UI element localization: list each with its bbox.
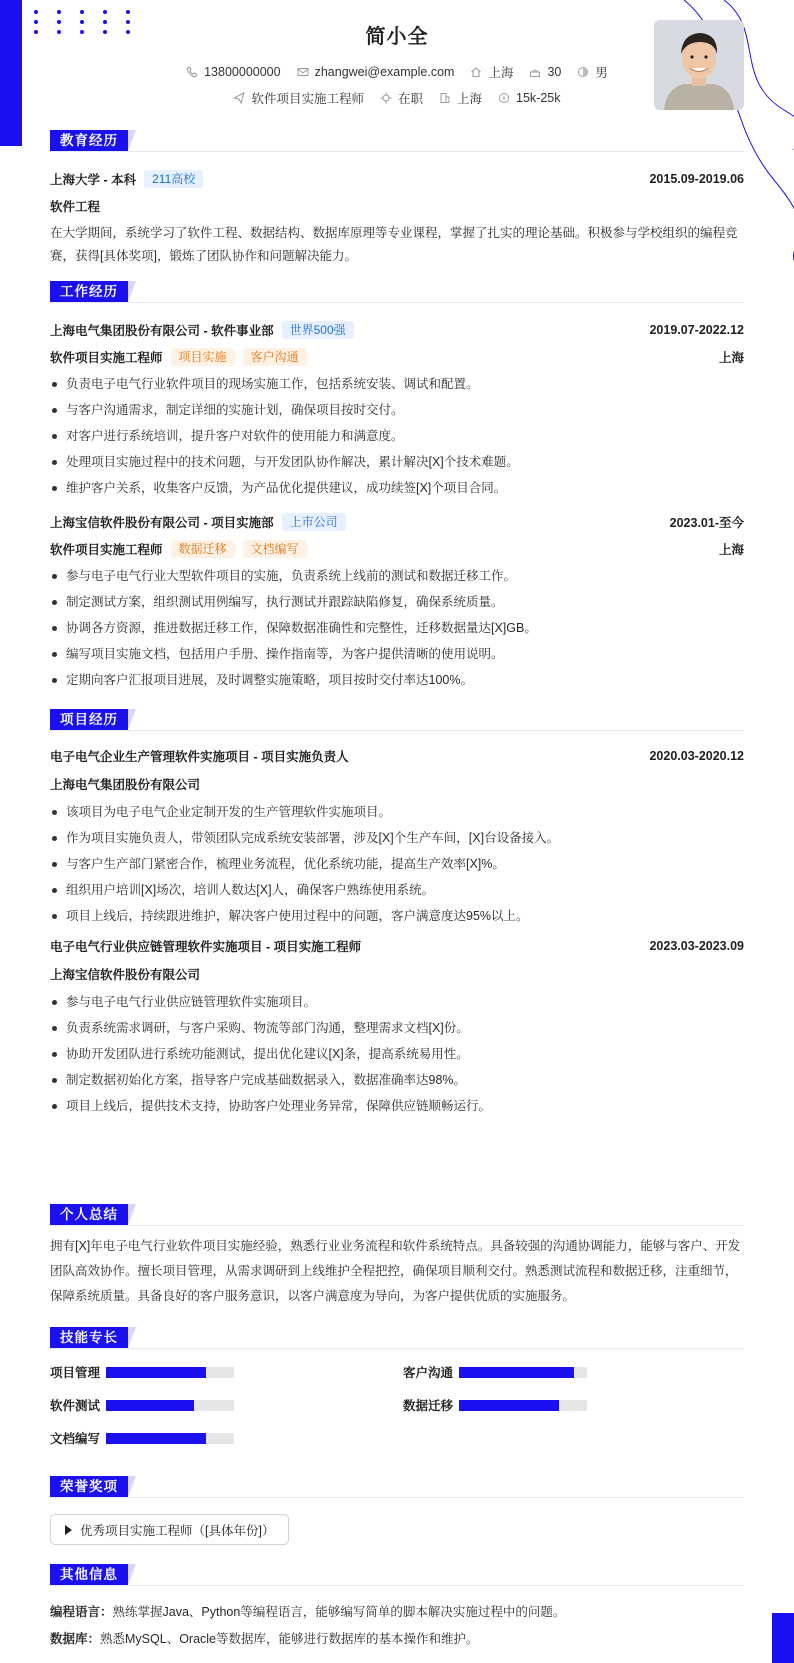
gender-text: 男 (595, 66, 608, 80)
skill-level (459, 1400, 559, 1411)
other-item (50, 1603, 744, 1621)
company-tag: 上市公司 (282, 513, 346, 531)
project-date: 2023.03-2023.09 (649, 939, 744, 953)
list-item: 定期向客户汇报项目进展，及时调整实施策略，项目按时交付率达100%。 (50, 667, 744, 693)
skill-level (106, 1433, 206, 1444)
other-value: 熟练掌握Java、Python等编程语言，能够编写简单的脚本解决实施过程中的问题。 (112, 1605, 566, 1619)
list-item: 与客户沟通需求，制定详细的实施计划，确保项目按时交付。 (50, 397, 744, 423)
skill-bar (106, 1400, 234, 1411)
other-title: 其他信息 (50, 1564, 128, 1585)
list-item: 协调各方资源，推进数据迁移工作，保障数据准确性和完整性，迁移数据量达[X]GB。 (50, 615, 744, 641)
education-row (50, 170, 744, 188)
summary-section (50, 1204, 744, 1314)
work-role-row (50, 540, 744, 558)
email-text: zhangwei@example.com (314, 65, 455, 79)
list-item: 处理项目实施过程中的技术问题，与开发团队协作解决，累计解决[X]个技术难题。 (50, 449, 744, 475)
skills-title: 技能专长 (50, 1327, 128, 1348)
work-location: 上海 (718, 351, 744, 365)
salary-icon (498, 92, 510, 104)
skill-name: 软件测试 (50, 1399, 101, 1413)
work-bullets (50, 563, 744, 693)
work-company-row (50, 321, 744, 339)
gender-item (577, 63, 608, 81)
skill-name: 数据迁移 (403, 1399, 454, 1413)
skill-bar (459, 1400, 587, 1411)
other-label: 编程语言： (50, 1605, 113, 1619)
role-tag: 文档编写 (243, 540, 307, 558)
education-description: 在大学期间，系统学习了软件工程、数据结构、数据库原理等专业课程，掌握了扎实的理论基础。积极参与学校组织的编程竞赛，获得[具体奖项]，锻炼了团队协作和问题解决能力。 (50, 226, 738, 263)
work-title: 工作经历 (50, 281, 128, 302)
list-item: 项目上线后，提供技术支持，协助客户处理业务异常，保障供应链顺畅运行。 (50, 1093, 744, 1119)
work-section (50, 281, 744, 701)
project-bullets (50, 799, 744, 929)
other-header (50, 1564, 744, 1586)
right-accent-bar (772, 1613, 794, 1663)
salary-item (498, 91, 560, 105)
target-job-item (233, 89, 364, 107)
mail-icon (297, 66, 309, 78)
project-title-row (50, 747, 744, 765)
list-item: 参与电子电气行业供应链管理软件实施项目。 (50, 989, 744, 1015)
honors-section (50, 1476, 744, 1556)
candidate-name: 简小全 (365, 26, 429, 48)
work-location: 上海 (718, 543, 744, 557)
project-date: 2020.03-2020.12 (649, 749, 744, 763)
role-name: 软件项目实施工程师 (50, 351, 163, 365)
skills-header (50, 1327, 744, 1349)
list-item: 负责系统需求调研，与客户采购、物流等部门沟通，整理需求文档[X]份。 (50, 1015, 744, 1041)
list-item: 负责电子电气行业软件项目的现场实施工作，包括系统安装、调试和配置。 (50, 371, 744, 397)
company-name: 上海电气集团股份有限公司 - 软件事业部 (50, 324, 274, 338)
major-row (50, 197, 744, 215)
status-icon (380, 92, 392, 104)
summary-header (50, 1204, 744, 1226)
skill-item (50, 1363, 234, 1381)
work-date: 2023.01-至今 (669, 516, 744, 530)
list-item: 制定数据初始化方案，指导客户完成基础数据录入，数据准确率达98%。 (50, 1067, 744, 1093)
skill-bar (106, 1433, 234, 1444)
work-date: 2019.07-2022.12 (649, 323, 744, 337)
status-item (380, 89, 423, 107)
project-title: 电子电气企业生产管理软件实施项目 - 项目实施负责人 (50, 750, 349, 764)
list-item: 制定测试方案，组织测试用例编写，执行测试并跟踪缺陷修复，确保系统质量。 (50, 589, 744, 615)
skill-item (403, 1396, 587, 1414)
role-tag: 客户沟通 (243, 348, 307, 366)
role-name: 软件项目实施工程师 (50, 543, 163, 557)
skill-level (106, 1400, 194, 1411)
other-item (50, 1630, 744, 1648)
education-date: 2015.09-2019.06 (649, 172, 744, 186)
city-item (470, 63, 513, 81)
school-name: 上海大学 - 本科 (50, 173, 137, 187)
project-title-row (50, 937, 744, 955)
skill-name: 客户沟通 (403, 1366, 454, 1380)
list-item: 项目上线后，持续跟进维护，解决客户使用过程中的问题，客户满意度达95%以上。 (50, 903, 744, 929)
work-header (50, 281, 744, 303)
phone-text: 13800000000 (204, 65, 281, 79)
phone-item (186, 65, 280, 79)
other-section (50, 1564, 744, 1659)
skill-level (106, 1367, 206, 1378)
skills-section (50, 1327, 744, 1462)
project-company-row (50, 965, 744, 983)
list-item: 该项目为电子电气企业定制开发的生产管理软件实施项目。 (50, 799, 744, 825)
project-company: 上海电气集团股份有限公司 (50, 778, 201, 792)
target-city-item (439, 89, 482, 107)
list-item: 与客户生产部门紧密合作，梳理业务流程，优化系统功能，提高生产效率[X]%。 (50, 851, 744, 877)
projects-section (50, 709, 744, 1129)
home-icon (470, 66, 482, 78)
skill-bar (459, 1367, 587, 1378)
education-section (50, 130, 744, 270)
list-item: 协助开发团队进行系统功能测试，提出优化建议[X]条，提高系统易用性。 (50, 1041, 744, 1067)
target-job-text: 软件项目实施工程师 (251, 92, 364, 106)
education-title: 教育经历 (50, 130, 128, 151)
work-company-row (50, 513, 744, 531)
skill-name: 项目管理 (50, 1366, 101, 1380)
other-value: 熟悉MySQL、Oracle等数据库，能够进行数据库的基本操作和维护。 (100, 1632, 479, 1646)
role-tag: 数据迁移 (171, 540, 235, 558)
project-company-row (50, 775, 744, 793)
company-name: 上海宝信软件股份有限公司 - 项目实施部 (50, 516, 274, 530)
award-text: 优秀项目实施工程师（[具体年份]） (80, 1523, 275, 1538)
skill-level (459, 1367, 574, 1378)
skill-bar (106, 1367, 234, 1378)
project-title: 电子电气行业供应链管理软件实施项目 - 项目实施工程师 (50, 940, 362, 954)
company-tag: 世界500强 (282, 321, 354, 339)
honors-header (50, 1476, 744, 1498)
email-item (297, 65, 455, 79)
role-tag: 项目实施 (171, 348, 235, 366)
projects-header (50, 709, 744, 731)
skill-item (403, 1363, 587, 1381)
school-tag: 211高校 (144, 170, 203, 188)
avatar (654, 20, 744, 110)
summary-title: 个人总结 (50, 1204, 128, 1225)
status-text: 在职 (398, 92, 424, 106)
list-item: 组织用户培训[X]场次，培训人数达[X]人，确保客户熟练使用系统。 (50, 877, 744, 903)
job-icon (233, 92, 245, 104)
other-label: 数据库： (50, 1632, 101, 1646)
list-item: 维护客户关系，收集客户反馈，为产品优化提供建议，成功续签[X]个项目合同。 (50, 475, 744, 501)
list-item: 参与电子电气行业大型软件项目的实施，负责系统上线前的测试和数据迁移工作。 (50, 563, 744, 589)
age-item (529, 65, 561, 79)
caret-right-icon (65, 1525, 72, 1535)
work-role-row (50, 348, 744, 366)
summary-text: 拥有[X]年电子电气行业软件项目实施经验，熟悉行业业务流程和软件系统特点。具备较强的沟通协调能力，能够与客户、开发团队高效协作。擅长项目管理，从需求调研到上线维护全程把控，确保项目顺利交付。熟悉测试流程和数据迁移，注重细节，保障系统质量。具备良好的客户服务意识，以客户满意度为导向，为客户提供优质的实施服务。 (50, 1239, 741, 1303)
honors-title: 荣誉奖项 (50, 1476, 128, 1497)
skill-name: 文档编写 (50, 1432, 101, 1446)
list-item: 编写项目实施文档，包括用户手册、操作指南等，为客户提供清晰的使用说明。 (50, 641, 744, 667)
education-header (50, 130, 744, 152)
skill-item (50, 1429, 234, 1447)
project-bullets (50, 989, 744, 1119)
city-text: 上海 (488, 66, 514, 80)
building-icon (439, 92, 451, 104)
list-item: 对客户进行系统培训，提升客户对软件的使用能力和满意度。 (50, 423, 744, 449)
list-item: 作为项目实施负责人，带领团队完成系统安装部署，涉及[X]个生产车间，[X]台设备接入。 (50, 825, 744, 851)
work-bullets (50, 371, 744, 501)
skill-item (50, 1396, 234, 1414)
gender-icon (577, 66, 589, 78)
salary-text: 15k-25k (516, 91, 561, 105)
award-item[interactable] (50, 1514, 289, 1545)
target-city-text: 上海 (457, 92, 483, 106)
phone-icon (186, 66, 198, 78)
age-text: 30 (547, 65, 562, 79)
project-company: 上海宝信软件股份有限公司 (50, 968, 201, 982)
major: 软件工程 (50, 200, 101, 214)
age-icon (529, 66, 541, 78)
projects-title: 项目经历 (50, 709, 128, 730)
